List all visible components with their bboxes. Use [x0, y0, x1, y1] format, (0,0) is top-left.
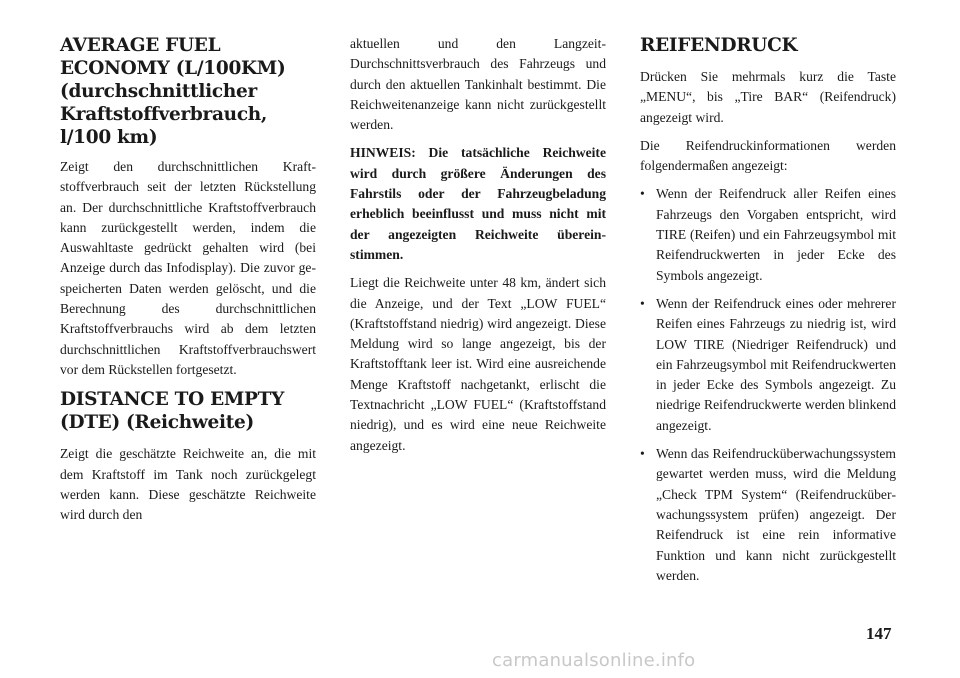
bullet-icon: •: [640, 186, 645, 202]
paragraph-dte-continued: aktuellen und den Langzeit-Durchschnittsverbrauch des Fahrzeugs und durch den aktuellen Tankinhalt bestimmt. Die Reichweitenanzeige kann nicht zurückgestellt werden.: [350, 36, 606, 133]
tire-pressure-list: [640, 184, 896, 586]
bullet-icon: •: [640, 295, 645, 311]
heading-distance-to-empty: DISTANCE TO EMPTY (DTE) (Reichweite): [60, 389, 285, 434]
page-number: 147: [866, 624, 892, 643]
column-middle: [350, 34, 606, 464]
paragraph-distance-to-empty: Zeigt die geschätzte Reichweite an, die mit dem Kraftstoff im Tank noch zurückgelegt werden kann. Diese geschätzte Reichweite wird durch den: [60, 446, 316, 523]
list-item-text: Wenn der Reifendruck eines oder mehrerer Reifen eines Fahrzeugs zu niedrig ist, wird LOW TIRE (Niedriger Reifendruck) und ein Fahrzeugsymbol mit Reifendruckwerten in jeder Ecke des Symbols angezeigt. Zu niedrige Reifendruckwerte werden blinkend angezeigt.: [656, 295, 896, 433]
heading-average-fuel-economy: AVERAGE FUEL ECONOMY (L/100KM) (durchschnittlicher Kraftstoffverbrauch, l/100 km): [60, 35, 286, 148]
paragraph-average-fuel-economy: Zeigt den durchschnittlichen Kraftstoffverbrauch seit der letzten Rückstellung an. Der durchschnittliche Kraftstoffverbrauch kann zurückgestellt werden, indem die Auswahltaste gedrückt gehalten wird (bei Anzeige durch das Infodisplay). Die zuvor gespeicherten Daten werden gelöscht, und die Berechnung des durchschnittlichen Kraftstoffverbrauchs wird ab dem letzten durchschnittlichen Kraftstoffverbrauchswert vor dem Rückstellen fortgesetzt.: [60, 159, 316, 377]
paragraph-tire-info-intro: Die Reifendruckinformationen werden folgendermaßen angezeigt:: [640, 137, 896, 174]
column-left: [60, 34, 316, 533]
paragraph-menu-instructions: Drücken Sie mehrmals kurz die Taste „MENU“, bis „Tire BAR“ (Reifendruck) angezeigt wird.: [640, 69, 896, 125]
list-item-text: Wenn der Reifendruck aller Reifen eines Fahrzeugs den Vorgaben entspricht, wird TIRE (Reifen) und ein Fahrzeugsymbol mit Reifendruckwerten in jeder Ecke des Symbols angezeigt.: [656, 186, 896, 283]
paragraph-low-fuel: Liegt die Reichweite unter 48 km, ändert sich die Anzeige, und der Text „LOW FUEL“ (Kraftstoffstand niedrig) wird angezeigt. Diese Meldung wird so lange angezeigt, bis der Kraftstofftank leer ist. Wird eine ausreichende Menge Kraftstoff nachgetankt, erlischt die Textnachricht „LOW FUEL“ (Kraftstoffstand niedrig), und es wird eine neue Reichweite angezeigt.: [350, 275, 606, 453]
watermark: carmanualsonline.info: [492, 650, 696, 671]
list-item: [640, 184, 896, 285]
bullet-icon: •: [640, 446, 645, 462]
list-item-text: Wenn das Reifendrucküberwachungssystem gewartet werden muss, wird die Meldung „Check TPM System“ (Reifendrucküberwachungssystem prüfen) angezeigt. Der Reifendruck ist eine rein informative Funktion und kann nicht zurückgestellt werden.: [656, 446, 896, 583]
heading-reifendruck: REIFENDRUCK: [640, 35, 798, 56]
list-item: [640, 444, 896, 586]
list-item: [640, 294, 896, 436]
column-right: [640, 34, 896, 594]
note-range: HINWEIS: Die tatsächliche Reichweite wird durch größere Änderungen des Fahrstils oder der Fahrzeugbeladung erheblich beeinflusst und muss nicht mit der angezeigten Reichweite übereinstimmen.: [350, 145, 606, 262]
